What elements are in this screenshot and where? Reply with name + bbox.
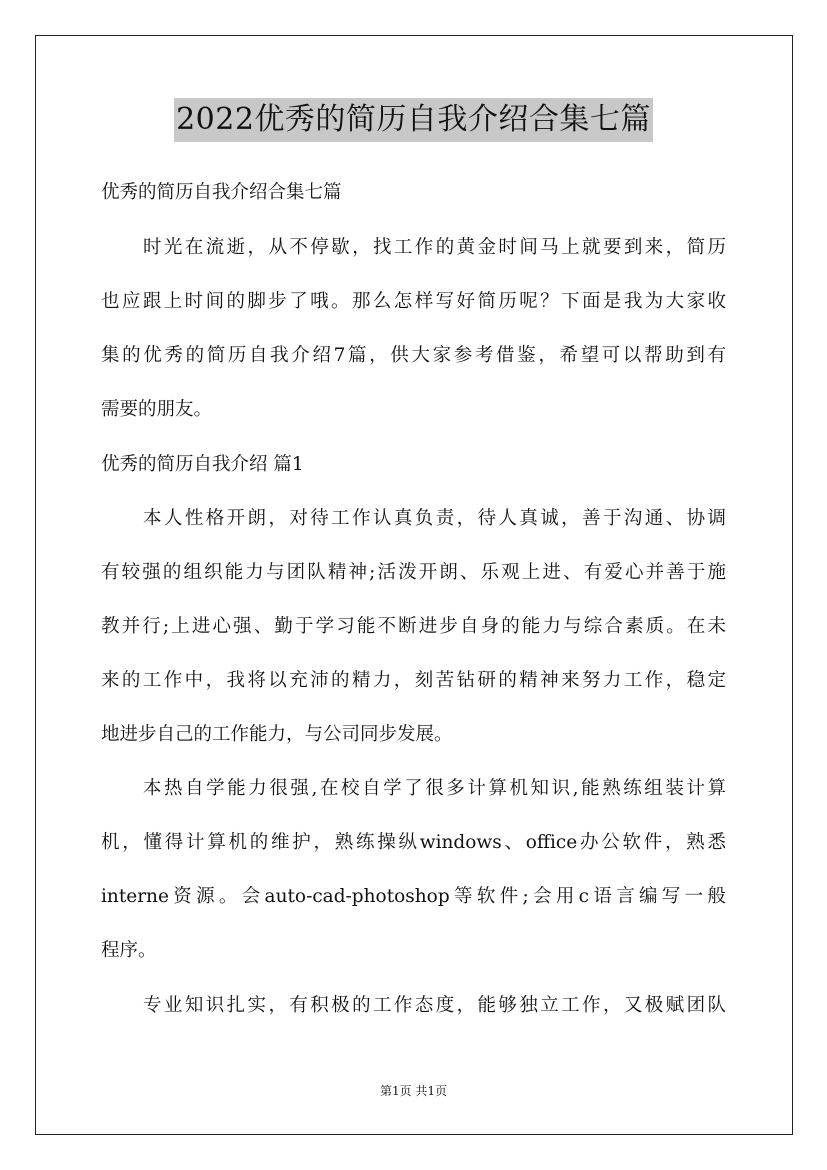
document-title-text: 2022优秀的简历自我介绍合集七篇: [174, 98, 653, 142]
page-footer: 第1页 共1页: [379, 1084, 448, 1098]
paragraph-line: 专业知识扎实，有积极的工作态度，能够独立工作，又极赋团队: [143, 995, 726, 1016]
paragraph-line: interne资源。会auto-cad-photoshop等软件;会用c语言编写一般: [101, 886, 726, 907]
section-heading: 优秀的简历自我介绍合集七篇: [101, 182, 342, 203]
document-title: [0, 98, 827, 144]
paragraph-line: 也应跟上时间的脚步了哦。那么怎样写好简历呢？下面是我为大家收: [101, 291, 726, 312]
paragraph-line: 来的工作中，我将以充沛的精力，刻苦钻研的精神来努力工作，稳定: [101, 670, 726, 691]
paragraph-line: 有较强的组织能力与团队精神;活泼开朗、乐观上进、有爱心并善于施: [101, 562, 726, 583]
paragraph-line: 本人性格开朗，对待工作认真负责，待人真诚，善于沟通、协调: [143, 508, 726, 529]
paragraph-line: 时光在流逝，从不停歇，找工作的黄金时间马上就要到来，简历: [143, 237, 726, 258]
paragraph-line: 本热自学能力很强,在校自学了很多计算机知识,能熟练组装计算: [143, 778, 726, 799]
paragraph-line: 程序。: [101, 940, 157, 961]
paragraph-line: 集的优秀的简历自我介绍7篇，供大家参考借鉴，希望可以帮助到有: [101, 345, 726, 366]
paragraph-line: 需要的朋友。: [101, 399, 213, 420]
paragraph-line: 教并行;上进心强、勤于学习能不断进步自身的能力与综合素质。在未: [101, 616, 726, 637]
paragraph-line: 机，懂得计算机的维护，熟练操纵windows、office办公软件，熟悉: [101, 832, 726, 853]
section-heading: 优秀的简历自我介绍 篇1: [101, 454, 304, 475]
paragraph-line: 地进步自己的工作能力，与公司同步发展。: [101, 724, 453, 745]
